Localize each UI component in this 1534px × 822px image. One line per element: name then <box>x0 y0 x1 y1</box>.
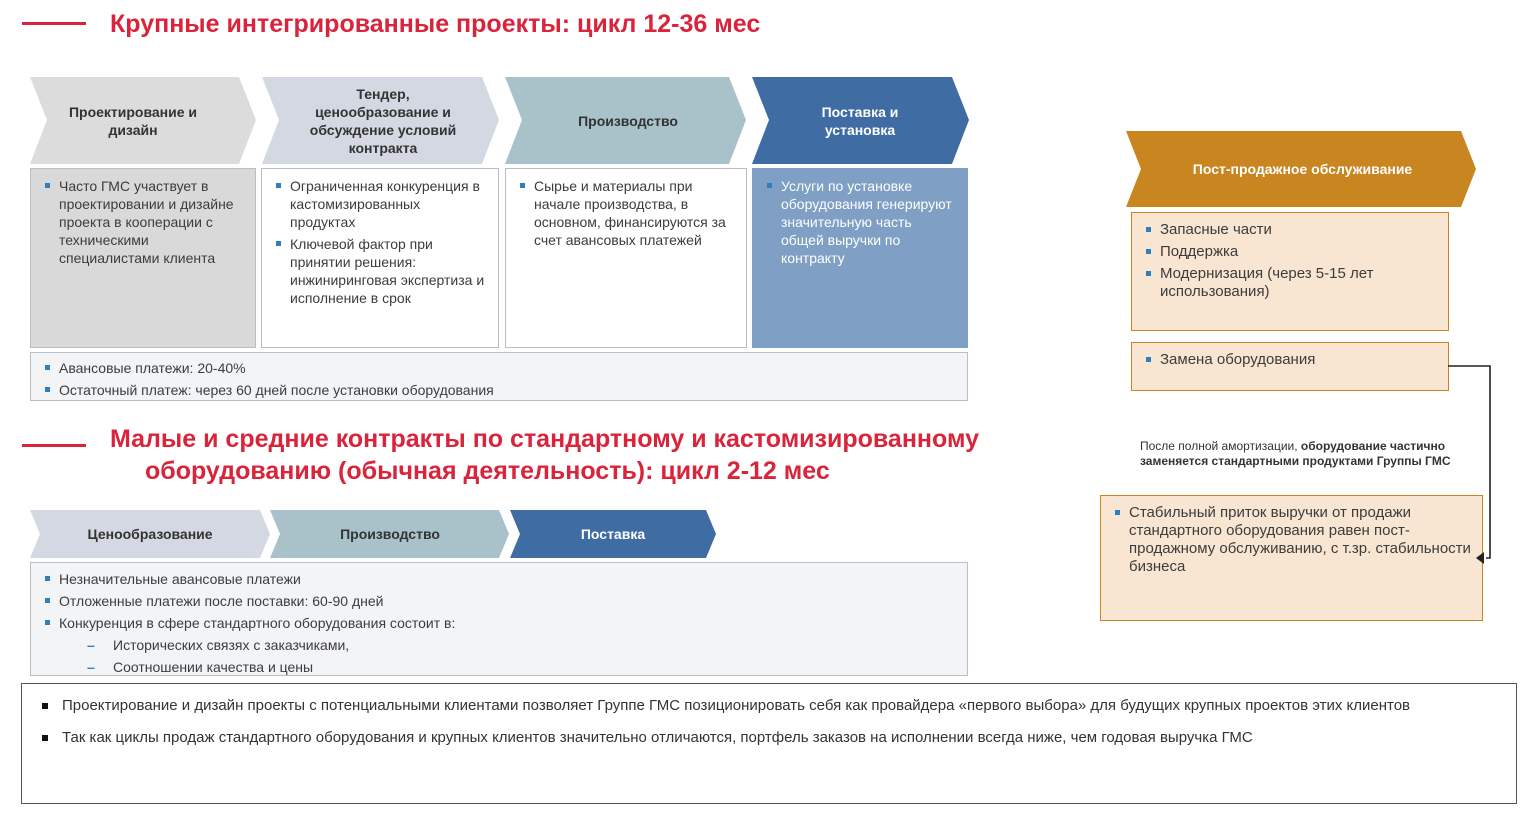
stage-design-label: Проектирование и дизайн <box>68 103 198 138</box>
section2-sub-bullet: – Соотношении качества и цены <box>41 658 957 676</box>
stable-revenue-box <box>1100 495 1483 621</box>
post-sale-item: Запасные части <box>1142 221 1438 239</box>
section1-title: Крупные интегрированные проекты: цикл 12-36 мес <box>110 10 761 38</box>
amortization-note-plain: После полной амортизации, <box>1140 439 1301 453</box>
conclusion-item: Так как циклы продаж стандартного оборудования и крупных клиентов значительно отличаются, портфель заказов на исполнении всегда ниже, чем годовая выручка ГМС <box>36 728 1498 748</box>
stage-pricing-label: Ценообразование <box>87 526 213 542</box>
section2-bullet: Конкуренция в сфере стандартного оборудования состоит в: <box>41 614 957 632</box>
section2-details-box <box>30 562 968 676</box>
section1-title-bar <box>22 22 86 25</box>
stable-revenue-item: Стабильный приток выручки от продажи стандартного оборудования равен пост-продажному обслуживанию, с т.зр. стабильности бизнеса <box>1111 504 1472 576</box>
section2-sub-bullet: – Исторических связях с заказчиками, <box>41 636 957 654</box>
arrow-head-icon <box>1476 552 1484 564</box>
tender-details-box <box>261 168 499 348</box>
replacement-item: Замена оборудования <box>1142 351 1438 369</box>
payment-bullet: Авансовые платежи: 20-40% <box>41 359 957 377</box>
section2-bullet: Незначительные авансовые платежи <box>41 570 957 588</box>
post-sale-label: Пост-продажное обслуживание <box>1192 161 1413 177</box>
stage-tender-label: Тендер, ценообразование и обсуждение условий контракта <box>309 85 457 156</box>
tender-bullet: Ограниченная конкуренция в кастомизированных продуктах <box>272 177 488 231</box>
stage-delivery-label: Поставка и установка <box>821 103 899 138</box>
post-sale-items-box <box>1131 212 1449 331</box>
production-bullet: Сырье и материалы при начале производства, в основном, финансируются за счет авансовых платежей <box>516 177 736 249</box>
stage-production2-label: Производство <box>340 526 440 542</box>
amortization-note <box>1140 439 1460 469</box>
replacement-arrow <box>1448 360 1508 570</box>
arrow-line <box>1448 366 1490 558</box>
replacement-box <box>1131 342 1449 391</box>
section2-title-line1: Малые и средние контракты по стандартному и кастомизированному <box>110 425 980 453</box>
design-details-box <box>30 168 256 348</box>
production-details-box <box>505 168 747 348</box>
post-sale-item: Поддержка <box>1142 243 1438 261</box>
delivery-details-box <box>752 168 968 348</box>
section2-title-bar <box>22 444 86 447</box>
post-sale-item: Модернизация (через 5-15 лет использования) <box>1142 265 1438 301</box>
stage-delivery2-label: Поставка <box>580 526 646 542</box>
design-bullet: Часто ГМС участвует в проектировании и дизайне проекта в кооперации с техническими специалистами клиента <box>41 177 245 267</box>
conclusion-item: Проектирование и дизайн проекты с потенциальными клиентами позволяет Группе ГМС позиционировать себя как провайдера «первого выбора» для будущих крупных проектов этих клиентов <box>36 696 1498 716</box>
tender-bullet: Ключевой фактор при принятии решения: инжиниринговая экспертиза и исполнение в срок <box>272 235 488 307</box>
conclusions-box <box>21 683 1517 804</box>
amortization-note-bold: оборудование частично заменяется стандартными продуктами Группы ГМС <box>1140 439 1451 468</box>
delivery-bullet: Услуги по установке оборудования генерируют значительную часть общей выручки по контракту <box>763 177 957 267</box>
stage-production-label: Производство <box>578 112 678 129</box>
section2-bullet: Отложенные платежи после поставки: 60-90 дней <box>41 592 957 610</box>
payment-bullet: Остаточный платеж: через 60 дней после установки оборудования <box>41 381 957 399</box>
section2-title-line2: оборудованию (обычная деятельность): цикл 2-12 мес <box>145 457 830 485</box>
payments-box <box>30 352 968 401</box>
